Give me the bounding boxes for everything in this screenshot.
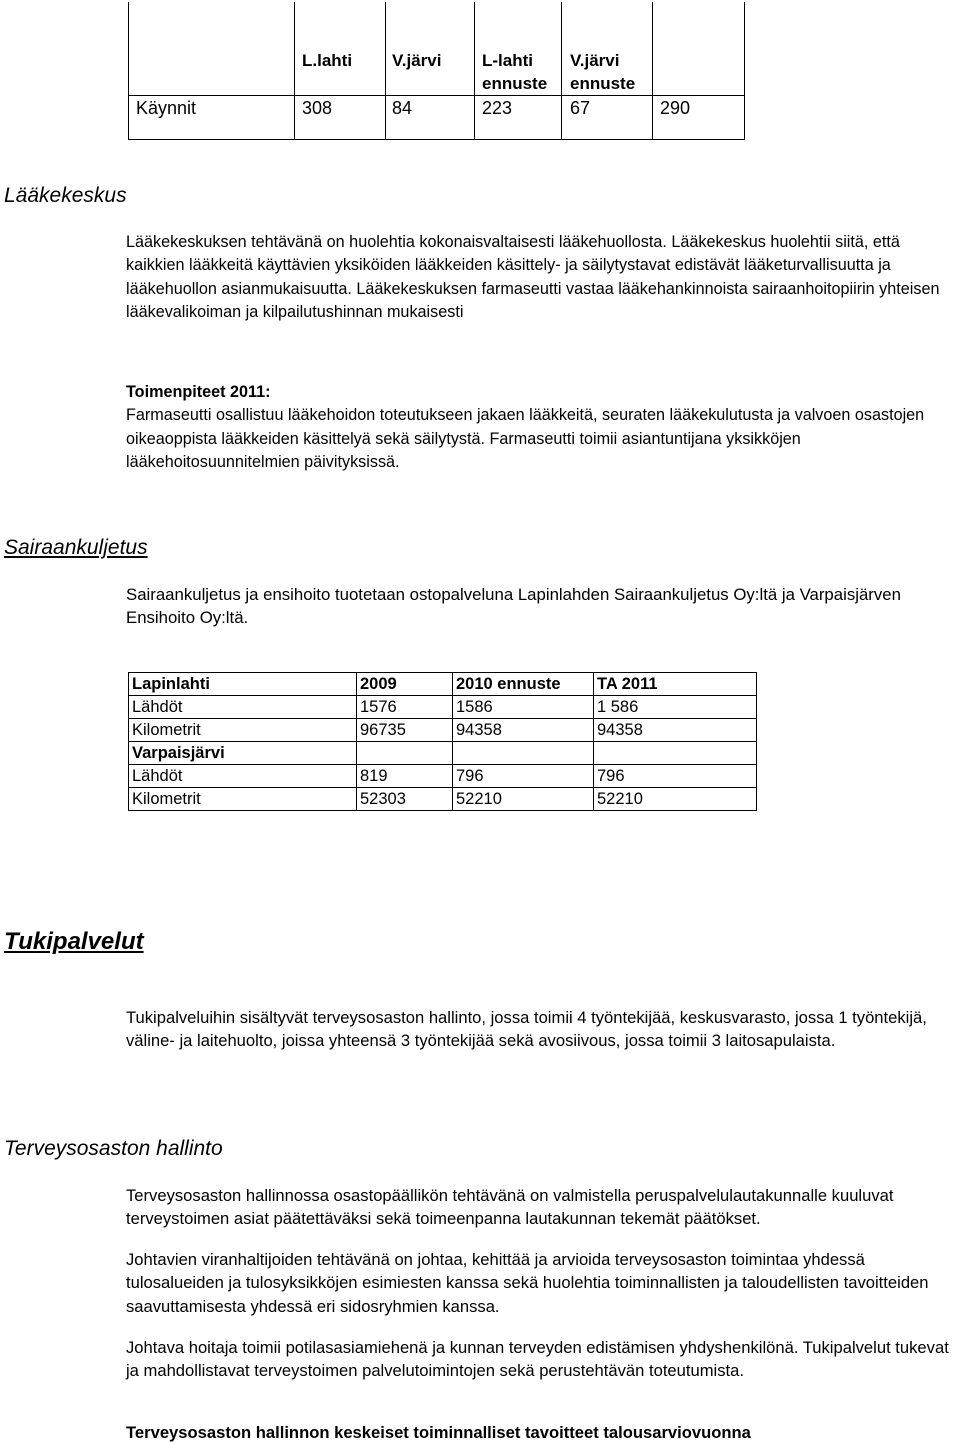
table-group-row bbox=[129, 742, 757, 765]
group-label: Varpaisjärvi bbox=[129, 742, 357, 765]
table-cell: Kilometrit bbox=[129, 719, 357, 742]
header-cell: L-lahti bbox=[482, 51, 533, 70]
table-cell: 94358 bbox=[453, 719, 594, 742]
table-row bbox=[129, 788, 757, 811]
section-heading-sairaankuljetus: Sairaankuljetus bbox=[4, 536, 148, 559]
table-border bbox=[385, 2, 386, 140]
table-cell: 796 bbox=[453, 765, 594, 788]
hallinto-paragraph-3: Johtava hoitaja toimii potilasasiamiehenä ja kunnan terveyden edistämisen yhdyshenkilönä. Tukipalvelut tukevat ja mahdollistavat terveystoimen palvelutoimintojen sekä perustehtävän toteutumista. bbox=[126, 1338, 949, 1381]
header-cell: V.järvi bbox=[570, 51, 620, 70]
table-header-row bbox=[129, 673, 757, 696]
hallinto-subheading: Terveysosaston hallinnon keskeiset toiminnalliset tavoitteet talousarviovuonna bbox=[126, 1423, 751, 1442]
header-cell: TA 2011 bbox=[594, 673, 757, 696]
table-cell: 290 bbox=[660, 98, 691, 118]
hallinto-paragraph-2: Johtavien viranhaltijoiden tehtävänä on johtaa, kehittää ja arvioida terveysosaston toimintaa yhdessä tulosalueiden ja tulosyksikköjen esimiesten kanssa sekä huolehtia toiminnallisten ja taloudellisten tavoitteiden saavuttamisesta yhdessä eri sidosryhmien kanssa. bbox=[126, 1250, 929, 1316]
table-cell: 1586 bbox=[453, 696, 594, 719]
table-border bbox=[128, 2, 129, 140]
table-border bbox=[128, 139, 745, 140]
tukipalvelut-paragraph: Tukipalveluihin sisältyvät terveysosaston hallinto, jossa toimii 4 työntekijää, keskusvarasto, jossa 1 työntekijä, väline- ja laitehuolto, joissa yhteensä 3 työntekijää sekä avosiivous, jossa toimii 3 laitosapulaista. bbox=[126, 1008, 927, 1051]
table-border bbox=[744, 2, 745, 140]
table-border bbox=[652, 2, 653, 140]
section-heading-laakekeskus: Lääkekeskus bbox=[4, 184, 127, 207]
header-cell: ennuste bbox=[482, 74, 548, 93]
table-row bbox=[129, 765, 757, 788]
row-label: Käynnit bbox=[136, 98, 197, 118]
table-cell: 223 bbox=[482, 98, 513, 118]
table-cell: 94358 bbox=[594, 719, 757, 742]
table-cell: 52210 bbox=[594, 788, 757, 811]
table-cell: 52303 bbox=[357, 788, 453, 811]
table-cell: 67 bbox=[570, 98, 591, 118]
table-row bbox=[129, 696, 757, 719]
table-border bbox=[128, 95, 745, 96]
sairaankuljetus-paragraph: Sairaankuljetus ja ensihoito tuotetaan ostopalveluna Lapinlahden Sairaankuljetus Oy:ltä ja Varpaisjärven Ensihoito Oy:ltä. bbox=[126, 585, 901, 628]
header-cell: V.järvi bbox=[392, 51, 442, 70]
table-cell: Lähdöt bbox=[129, 765, 357, 788]
section-heading-tukipalvelut: Tukipalvelut bbox=[4, 928, 144, 955]
laakekeskus-paragraph: Lääkekeskuksen tehtävänä on huolehtia kokonaisvaltaisesti lääkehuollosta. Lääkekeskus huolehtii siitä, että kaikkien lääkkeitä käyttävien yksiköiden lääkkeiden käsittely- ja säilytystavat edistävät lääketurvallisuutta ja lääkehuollon asianmukaisuutta. Lääkekeskuksen farmaseutti vastaa lääkehankinnoista sairaanhoitopiirin yhteisen lääkevalikoiman ja kilpailutushinnan mukaisesti bbox=[126, 233, 940, 321]
table-cell: 796 bbox=[594, 765, 757, 788]
table-cell: Lähdöt bbox=[129, 696, 357, 719]
measures-title: Toimenpiteet 2011: bbox=[126, 383, 271, 401]
table-cell: 1 586 bbox=[594, 696, 757, 719]
table-cell bbox=[453, 742, 594, 765]
measures-block bbox=[126, 381, 956, 474]
header-cell: 2010 ennuste bbox=[453, 673, 594, 696]
table-row bbox=[129, 719, 757, 742]
table-cell bbox=[357, 742, 453, 765]
table-cell: 819 bbox=[357, 765, 453, 788]
hallinto-paragraph-1: Terveysosaston hallinnossa osastopäällikön tehtävänä on valmistella peruspalvelulautakunnalle kuuluvat terveystoimen asiat päätettäväksi sekä toimeenpanna lautakunnan tekemät päätökset. bbox=[126, 1186, 894, 1229]
header-cell: Lapinlahti bbox=[129, 673, 357, 696]
table-cell: 1576 bbox=[357, 696, 453, 719]
table-cell: Kilometrit bbox=[129, 788, 357, 811]
ambulance-table bbox=[128, 672, 757, 811]
measures-text: Farmaseutti osallistuu lääkehoidon toteutukseen jakaen lääkkeitä, seuraten lääkekulutusta ja valvoen osastojen oikeaoppista lääkkeiden käsittelyä sekä säilytystä. Farmaseutti toimii asiantuntijana yksikköjen lääkehoitosuunnitelmien päivityksissä. bbox=[126, 406, 925, 471]
table-border bbox=[561, 2, 562, 140]
header-cell: 2009 bbox=[357, 673, 453, 696]
table-border bbox=[474, 2, 475, 140]
section-heading-hallinto: Terveysosaston hallinto bbox=[4, 1137, 223, 1160]
table-cell: 84 bbox=[392, 98, 413, 118]
table-cell: 96735 bbox=[357, 719, 453, 742]
header-cell: L.lahti bbox=[302, 51, 353, 70]
table-cell: 308 bbox=[302, 98, 333, 118]
table-border bbox=[294, 2, 295, 140]
table-cell bbox=[594, 742, 757, 765]
header-cell: ennuste bbox=[570, 74, 636, 93]
table-cell: 52210 bbox=[453, 788, 594, 811]
